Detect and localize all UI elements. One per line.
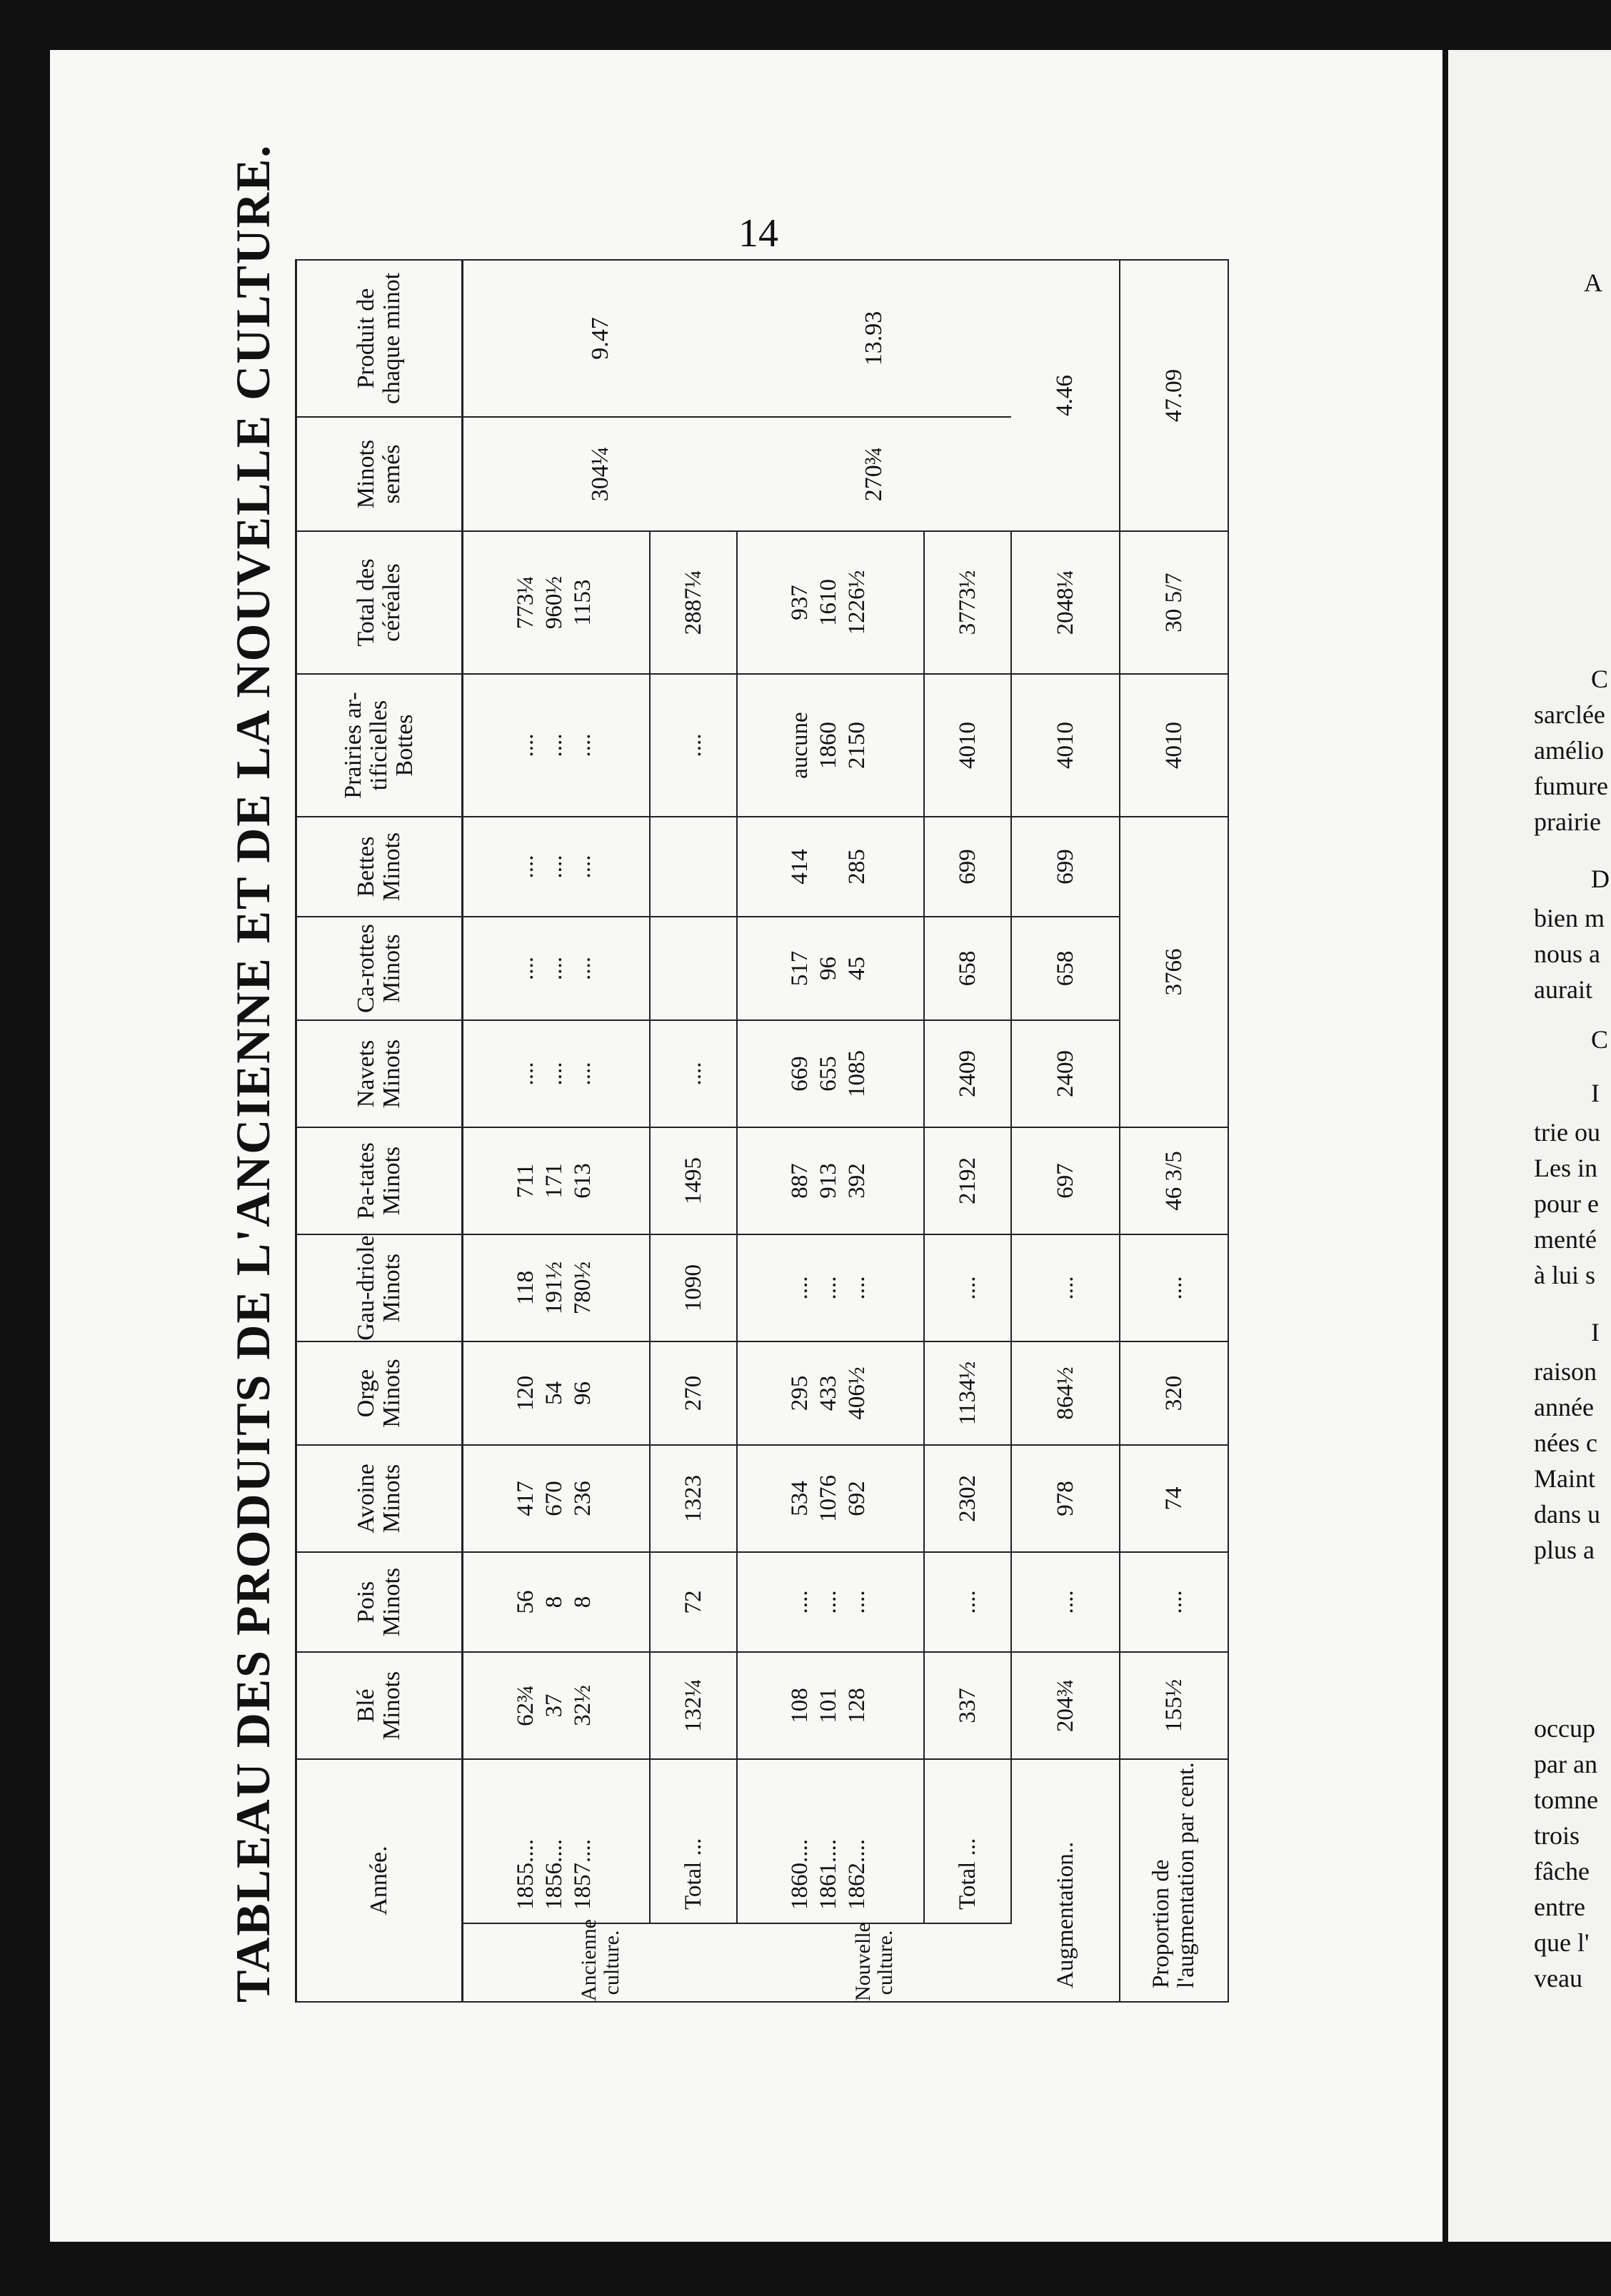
total-cereales-cell	[463, 531, 651, 674]
value: 45	[844, 957, 870, 980]
proportion-label: Proportion de l'augmentation par cent.	[1120, 1759, 1228, 2002]
table-title: TABLEAU DES PRODUITS DE L'ANCIENNE ET DE LA NOUVELLE CULTURE.	[226, 144, 280, 2003]
total-ble: 337	[924, 1652, 1011, 1759]
facing-line: tomne	[1534, 1786, 1598, 1814]
value: ....	[541, 733, 567, 757]
pois-cell	[463, 1552, 651, 1652]
ble-cell	[463, 1652, 651, 1759]
augmentation-orge: 864½	[1011, 1341, 1120, 1445]
prairies-cell	[737, 674, 924, 817]
header-label: Gau-driole	[353, 1235, 380, 1341]
patates-cell	[737, 1127, 924, 1234]
header-unit: Minots	[378, 832, 405, 902]
value: 101	[815, 1688, 841, 1723]
total-cereales: 2887¼	[650, 531, 737, 674]
value: ....	[541, 855, 567, 879]
proportion-patates: 46 3/5	[1120, 1127, 1228, 1234]
total-orge: 1134½	[924, 1341, 1011, 1445]
header-label: Avoine	[353, 1464, 380, 1534]
facing-heading: A	[1584, 268, 1602, 297]
value: ....	[570, 957, 596, 980]
augmentation-produit: 4.46	[1011, 260, 1120, 531]
total-avoine: 1323	[650, 1445, 737, 1552]
col-header-gaudriole	[296, 1234, 463, 1341]
value: 191½	[541, 1261, 567, 1315]
augmentation-label: Augmentation..	[1011, 1759, 1120, 2002]
header-label: Prairies ar-tificielles	[340, 692, 393, 799]
proportion-racines: 3766	[1120, 817, 1228, 1127]
value: ....	[513, 733, 538, 757]
total-carottes	[650, 917, 737, 1020]
value: aucune	[787, 712, 813, 779]
value: 780½	[570, 1261, 596, 1315]
proportion-total-cereales: 30 5/7	[1120, 531, 1228, 674]
header-unit: Minots	[378, 934, 405, 1003]
total-avoine: 2302	[924, 1445, 1011, 1552]
value: 1076	[815, 1475, 841, 1522]
value: 417	[513, 1481, 538, 1516]
value: 2150	[844, 722, 870, 769]
total-carottes: 658	[924, 917, 1011, 1020]
orge-cell	[463, 1341, 651, 1445]
value: 8	[570, 1596, 596, 1608]
total-navets: 2409	[924, 1020, 1011, 1127]
value: 56	[513, 1590, 538, 1614]
value: 517	[787, 950, 813, 987]
navets-cell	[737, 1020, 924, 1127]
value: 1226½	[844, 570, 870, 635]
produce-table	[295, 259, 1229, 2003]
total-ble: 132¼	[650, 1652, 737, 1759]
minots-semes-cell: 304¼	[463, 417, 738, 531]
gaudriole-cell	[737, 1234, 924, 1341]
facing-line: Les in	[1534, 1154, 1597, 1182]
table-row	[737, 260, 924, 2002]
carottes-cell	[463, 917, 651, 1020]
col-header-minots-semes: Minots semés	[296, 417, 463, 531]
facing-line: dans u	[1534, 1500, 1600, 1529]
value: 406½	[844, 1366, 870, 1420]
proportion-row	[1120, 260, 1228, 2002]
facing-line: I	[1591, 1079, 1600, 1107]
facing-line: D	[1591, 865, 1610, 893]
page-number: 14	[738, 211, 778, 256]
value: 913	[815, 1163, 841, 1199]
value: 1153	[570, 579, 596, 626]
total-cereales: 3773½	[924, 531, 1011, 674]
facing-line: occup	[1534, 1714, 1595, 1743]
facing-line: amélio	[1534, 736, 1604, 765]
facing-line: plus a	[1534, 1536, 1595, 1564]
facing-line: C	[1591, 1025, 1609, 1054]
header-label: Pois	[353, 1581, 380, 1623]
facing-line: que l'	[1534, 1928, 1590, 1957]
value: 96	[815, 957, 841, 980]
total-patates: 2192	[924, 1127, 1011, 1234]
col-header-total-cereales: Total des céréales	[296, 531, 463, 674]
total-pois: 72	[650, 1552, 737, 1652]
header-unit: Minots	[378, 1671, 405, 1741]
facing-line: prairie	[1534, 807, 1601, 836]
augmentation-patates: 697	[1011, 1127, 1120, 1234]
header-label: Pa-tates	[353, 1142, 380, 1219]
header-unit: Bottes	[391, 714, 418, 777]
facing-line: sarclée	[1534, 700, 1605, 729]
value: 118	[513, 1270, 538, 1306]
bettes-cell	[737, 817, 924, 917]
total-prairies: ....	[650, 674, 737, 817]
augmentation-gaudriole: ....	[1011, 1234, 1120, 1341]
header-unit: Minots	[378, 1567, 405, 1637]
value: ....	[815, 1590, 841, 1614]
total-orge: 270	[650, 1341, 737, 1445]
value: 655	[815, 1056, 841, 1092]
proportion-gaudriole: ....	[1120, 1234, 1228, 1341]
col-header-prairies	[296, 674, 463, 817]
header-unit: Minots	[378, 1359, 405, 1428]
value: 8	[541, 1596, 567, 1608]
ble-cell	[737, 1652, 924, 1759]
header-label: Navets	[353, 1039, 380, 1108]
value: ....	[570, 733, 596, 757]
col-header-ble	[296, 1652, 463, 1759]
col-header-annee: Année.	[296, 1759, 463, 2002]
facing-line: nées c	[1534, 1429, 1597, 1457]
facing-line: pour e	[1534, 1189, 1599, 1218]
augmentation-bettes: 699	[1011, 817, 1120, 917]
value: 534	[787, 1481, 813, 1516]
avoine-cell	[737, 1445, 924, 1552]
augmentation-total-cereales: 2048¼	[1011, 531, 1120, 674]
value: 392	[844, 1163, 870, 1199]
augmentation-navets: 2409	[1011, 1020, 1120, 1127]
value: ....	[570, 855, 596, 879]
year-cell	[463, 1759, 651, 1923]
proportion-pois: ....	[1120, 1552, 1228, 1652]
header-unit: Minots	[378, 1253, 405, 1323]
augmentation-ble: 204¾	[1011, 1652, 1120, 1759]
minots-semes-cell: 270¾	[737, 417, 1011, 531]
produit-cell: 13.93	[737, 260, 1011, 417]
navets-cell	[463, 1020, 651, 1127]
year-value: 1861....	[815, 1839, 841, 1910]
value: 108	[787, 1688, 813, 1723]
facing-line: nous a	[1534, 940, 1600, 968]
col-header-produit: Produit de chaque minot	[296, 260, 463, 417]
value: 236	[570, 1481, 596, 1516]
value: ....	[513, 957, 538, 980]
facing-page	[1448, 50, 1611, 2242]
value: 37	[541, 1693, 567, 1718]
proportion-avoine: 74	[1120, 1445, 1228, 1552]
proportion-produit: 47.09	[1120, 260, 1228, 531]
carottes-cell	[737, 917, 924, 1020]
facing-line: menté	[1534, 1225, 1597, 1254]
value	[816, 817, 845, 916]
header-unit: Minots	[378, 1039, 405, 1109]
year-value: 1857....	[570, 1839, 596, 1910]
header-label: Blé	[353, 1688, 380, 1723]
value: 96	[570, 1381, 596, 1405]
value: ....	[844, 1590, 870, 1614]
year-value: 1860....	[787, 1839, 813, 1910]
value: 171	[541, 1163, 567, 1199]
total-patates: 1495	[650, 1127, 737, 1234]
value: 62¾	[513, 1685, 538, 1726]
facing-line: veau	[1534, 1964, 1582, 1993]
value: 1610	[815, 579, 841, 626]
augmentation-pois: ....	[1011, 1552, 1120, 1652]
facing-line: C	[1591, 665, 1609, 693]
facing-line: année	[1534, 1393, 1594, 1421]
value: 433	[815, 1375, 841, 1411]
header-label: Orge	[353, 1369, 380, 1418]
table-row	[463, 260, 651, 2002]
proportion-prairies: 4010	[1120, 674, 1228, 817]
year-cell	[737, 1759, 924, 1923]
facing-line: raison	[1534, 1357, 1597, 1386]
facing-line: trois	[1534, 1821, 1580, 1850]
facing-line: Maint	[1534, 1464, 1595, 1493]
year-value: 1855....	[513, 1839, 538, 1910]
header-unit: Minots	[378, 1464, 405, 1534]
value: 128	[844, 1688, 870, 1723]
prairies-cell	[463, 674, 651, 817]
value: ....	[513, 1062, 538, 1086]
facing-line: à lui s	[1534, 1261, 1595, 1289]
col-header-orge	[296, 1341, 463, 1445]
augmentation-prairies: 4010	[1011, 674, 1120, 817]
value: ....	[787, 1276, 813, 1300]
col-header-navets	[296, 1020, 463, 1127]
value: ....	[815, 1276, 841, 1300]
col-header-patates	[296, 1127, 463, 1234]
value: ....	[513, 855, 538, 879]
value: ....	[570, 1062, 596, 1086]
total-gaudriole: ....	[924, 1234, 1011, 1341]
row-group-label: Ancienne culture.	[463, 1923, 738, 2002]
gaudriole-cell	[463, 1234, 651, 1341]
bettes-cell	[463, 817, 651, 917]
col-header-avoine	[296, 1445, 463, 1552]
total-label: Total ...	[924, 1759, 1011, 1923]
row-group-label: Nouvelle culture.	[737, 1923, 1011, 2002]
total-gaudriole: 1090	[650, 1234, 737, 1341]
value: 711	[513, 1163, 538, 1199]
value: ....	[844, 1276, 870, 1300]
facing-line: fumure	[1534, 772, 1608, 800]
value: 960½	[541, 575, 567, 630]
patates-cell	[463, 1127, 651, 1234]
header-unit: Minots	[378, 1146, 405, 1216]
total-navets: ....	[650, 1020, 737, 1127]
orge-cell	[737, 1341, 924, 1445]
value: 937	[787, 585, 813, 620]
header-label: Bettes	[353, 836, 380, 897]
facing-line: I	[1591, 1318, 1600, 1346]
facing-line: fâche	[1534, 1857, 1590, 1885]
value: 613	[570, 1163, 596, 1199]
augmentation-row	[1011, 260, 1120, 2002]
total-bettes: 699	[924, 817, 1011, 917]
value: 1860	[815, 722, 841, 769]
header-row	[296, 260, 463, 2002]
total-bettes	[650, 817, 737, 917]
value: 414	[787, 849, 813, 885]
year-value: 1862....	[844, 1839, 870, 1910]
value: 773¼	[513, 575, 538, 630]
proportion-orge: 320	[1120, 1341, 1228, 1445]
facing-line: bien m	[1534, 904, 1605, 932]
value: 54	[541, 1381, 567, 1405]
value: 120	[513, 1375, 538, 1411]
augmentation-carottes: 658	[1011, 917, 1120, 1020]
value: 285	[844, 849, 870, 885]
header-label: Ca-rottes	[353, 924, 380, 1013]
pois-cell	[737, 1552, 924, 1652]
proportion-ble: 155½	[1120, 1652, 1228, 1759]
augmentation-avoine: 978	[1011, 1445, 1120, 1552]
value: 692	[844, 1481, 870, 1516]
total-prairies: 4010	[924, 674, 1011, 817]
value: 887	[787, 1163, 813, 1199]
total-label: Total ...	[650, 1759, 737, 1923]
avoine-cell	[463, 1445, 651, 1552]
value: 1085	[844, 1050, 870, 1097]
produit-cell: 9.47	[463, 260, 738, 417]
facing-line: aurait	[1534, 975, 1592, 1004]
facing-line: entre	[1534, 1893, 1585, 1921]
value: ....	[541, 957, 567, 980]
value: ....	[541, 1062, 567, 1086]
col-header-carottes	[296, 917, 463, 1020]
facing-line: par an	[1534, 1750, 1597, 1778]
value: 295	[787, 1375, 813, 1411]
col-header-bettes	[296, 817, 463, 917]
value: 669	[787, 1056, 813, 1092]
total-cereales-cell	[737, 531, 924, 674]
value: ....	[787, 1590, 813, 1614]
facing-line: trie ou	[1534, 1118, 1600, 1147]
rotated-table-block	[211, 144, 1353, 2003]
year-value: 1856....	[541, 1839, 567, 1910]
value: 670	[541, 1481, 567, 1516]
total-pois: ....	[924, 1552, 1011, 1652]
col-header-pois	[296, 1552, 463, 1652]
value: 32½	[570, 1685, 596, 1726]
